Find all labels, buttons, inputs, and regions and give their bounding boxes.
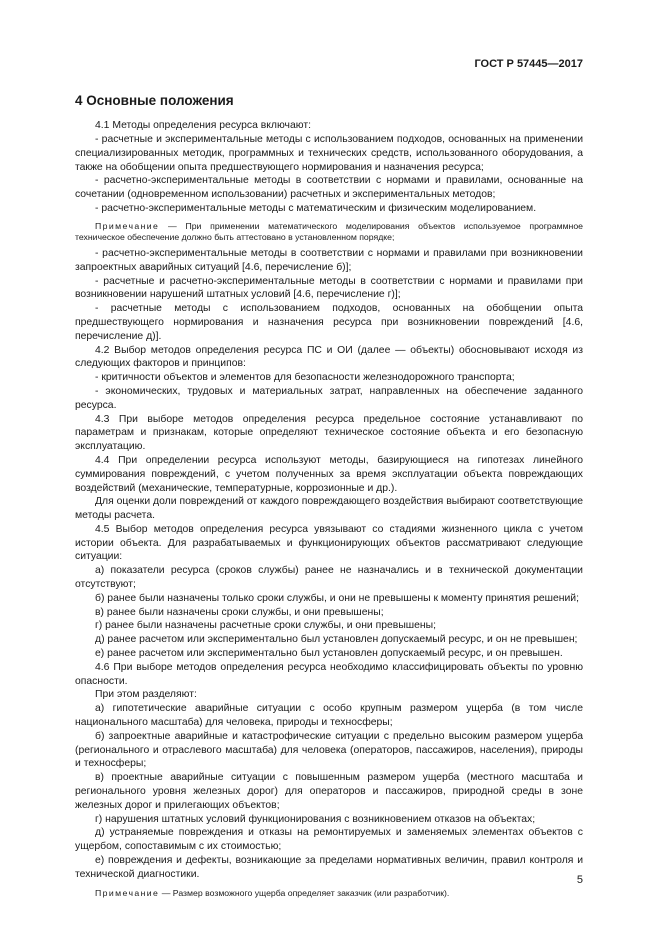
body-paragraph: 4.1 Методы определения ресурса включают: — [95, 120, 311, 132]
note-label: Примечание — [95, 220, 160, 231]
note-paragraph — [75, 221, 583, 244]
body-paragraph: д) ранее расчетом или экспериментально был установлен допускаемый ресурс, и он не превышен; — [95, 634, 578, 646]
body-paragraph: 4.3 При выборе методов определения ресурса предельное состояние устанавливают по параметрам и признакам, которые определяют техническое состояние объекта и его безопасную эксплуатацию. — [75, 413, 583, 453]
body-paragraph: - расчетно-экспериментальные методы в соответствии с нормами и правилами, основанные на сочетании (одновременном использовании) расчетных и экспериментальных методов; — [75, 175, 583, 201]
body-paragraph: При этом разделяют: — [95, 689, 197, 701]
body-paragraph: е) ранее расчетом или экспериментально был установлен допускаемый ресурс, и он превышен. — [95, 648, 563, 660]
body-paragraph: б) ранее были назначены только сроки службы, и они не превышены к моменту принятия решений; — [95, 592, 579, 604]
paragraph-list — [75, 119, 583, 899]
note-label: Примечание — [95, 887, 160, 898]
body-paragraph: в) ранее были назначены сроки службы, и они превышены; — [95, 606, 384, 618]
body-paragraph: - критичности объектов и элементов для безопасности железнодорожного транспорта; — [95, 372, 515, 384]
body-paragraph: - расчетно-экспериментальные методы в соответствии с нормами и правилами при возникновении запроектных аварийных ситуаций [4.6, перечисление б)]; — [75, 247, 583, 273]
body-paragraph: 4.6 При выборе методов определения ресурса необходимо классифицировать объекты по уровню опасности. — [75, 661, 583, 687]
page-body — [75, 93, 583, 902]
body-paragraph: г) ранее были назначены расчетные сроки службы, и они превышены; — [95, 620, 437, 632]
note-paragraph — [75, 888, 583, 900]
body-paragraph: - расчетные методы с использованием подходов, основанных на обобщении опыта предшествующего нормирования и назначения ресурса при возникновении повреждений [4.6, перечисление д)]. — [75, 303, 583, 342]
note-text: — Размер возможного ущерба определяет заказчик (или разработчик). — [159, 887, 450, 898]
body-paragraph: а) показатели ресурса (сроков службы) ранее не назначались и в технической документации отсутствуют; — [75, 565, 583, 591]
body-paragraph: д) устраняемые повреждения и отказы на ремонтируемых и заменяемых элементах объектов с ущербом, сопоставимым с их стоимостью; — [75, 827, 583, 853]
document-code: ГОСТ Р 57445—2017 — [474, 58, 583, 70]
body-paragraph: 4.2 Выбор методов определения ресурса ПС и ОИ (далее — объекты) обосновывают исходя из следующих факторов и принципов: — [75, 344, 583, 370]
body-paragraph: - расчетно-экспериментальные методы с математическим и физическим моделированием. — [95, 202, 537, 214]
body-paragraph: - экономических, трудовых и материальных затрат, направленных на обеспечение заданного ресурса. — [75, 385, 583, 411]
body-paragraph: Для оценки доли повреждений от каждого повреждающего воздействия выбирают соответствующие методы расчета. — [75, 496, 583, 522]
body-paragraph: 4.4 При определении ресурса используют методы, базирующиеся на гипотезах линейного суммирования повреждений, с учетом полученных за время эксплуатации объекта повреждающих воздействий (механические, температурные, коррозионные и др.). — [75, 454, 583, 494]
body-paragraph: а) гипотетические аварийные ситуации с особо крупным размером ущерба (в том числе национального масштаба) для человека, природы и техносферы; — [75, 703, 583, 729]
page-number: 5 — [576, 874, 583, 886]
body-paragraph: г) нарушения штатных условий функционирования с возникновением отказов на объектах; — [95, 813, 536, 825]
note-text: — При применении математического моделирования объектов используемое программное техническое обеспечение должно быть аттестовано в установленном порядке; — [75, 220, 583, 243]
body-paragraph: е) повреждения и дефекты, возникающие за пределами нормативных величин, правил контроля и технической диагностики. — [75, 855, 583, 880]
body-paragraph: в) проектные аварийные ситуации с повышенным размером ущерба (местного масштаба и регионального уровня железных дорог) для операторов и пассажиров, природной среды в зоне железных дорог и прилегающих объектов; — [75, 772, 583, 811]
body-paragraph: - расчетные и расчетно-экспериментальные методы в соответствии с нормами и правилами при возникновении нарушений штатных условий [4.6, перечисление г)]; — [75, 275, 583, 301]
body-paragraph: б) запроектные аварийные и катастрофические ситуации с предельно высоким размером ущерба (регионального и отраслевого масштаба) для человека (операторов, пассажиров, населения), природы и техносферы; — [75, 730, 583, 770]
section-title: 4 Основные положения — [75, 93, 234, 108]
body-paragraph: 4.5 Выбор методов определения ресурса увязывают со стадиями жизненного цикла с учетом истории объекта. Для разрабатываемых и функционирующих объектов рассматривают следующие ситуации: — [75, 523, 583, 563]
body-paragraph: - расчетные и экспериментальные методы с использованием подходов, основанных на применении специализированных методик, программных и технических средств, использованного оборудования, а также на обобщении опыта предшествующего нормирования и назначения ресурса; — [75, 133, 583, 173]
